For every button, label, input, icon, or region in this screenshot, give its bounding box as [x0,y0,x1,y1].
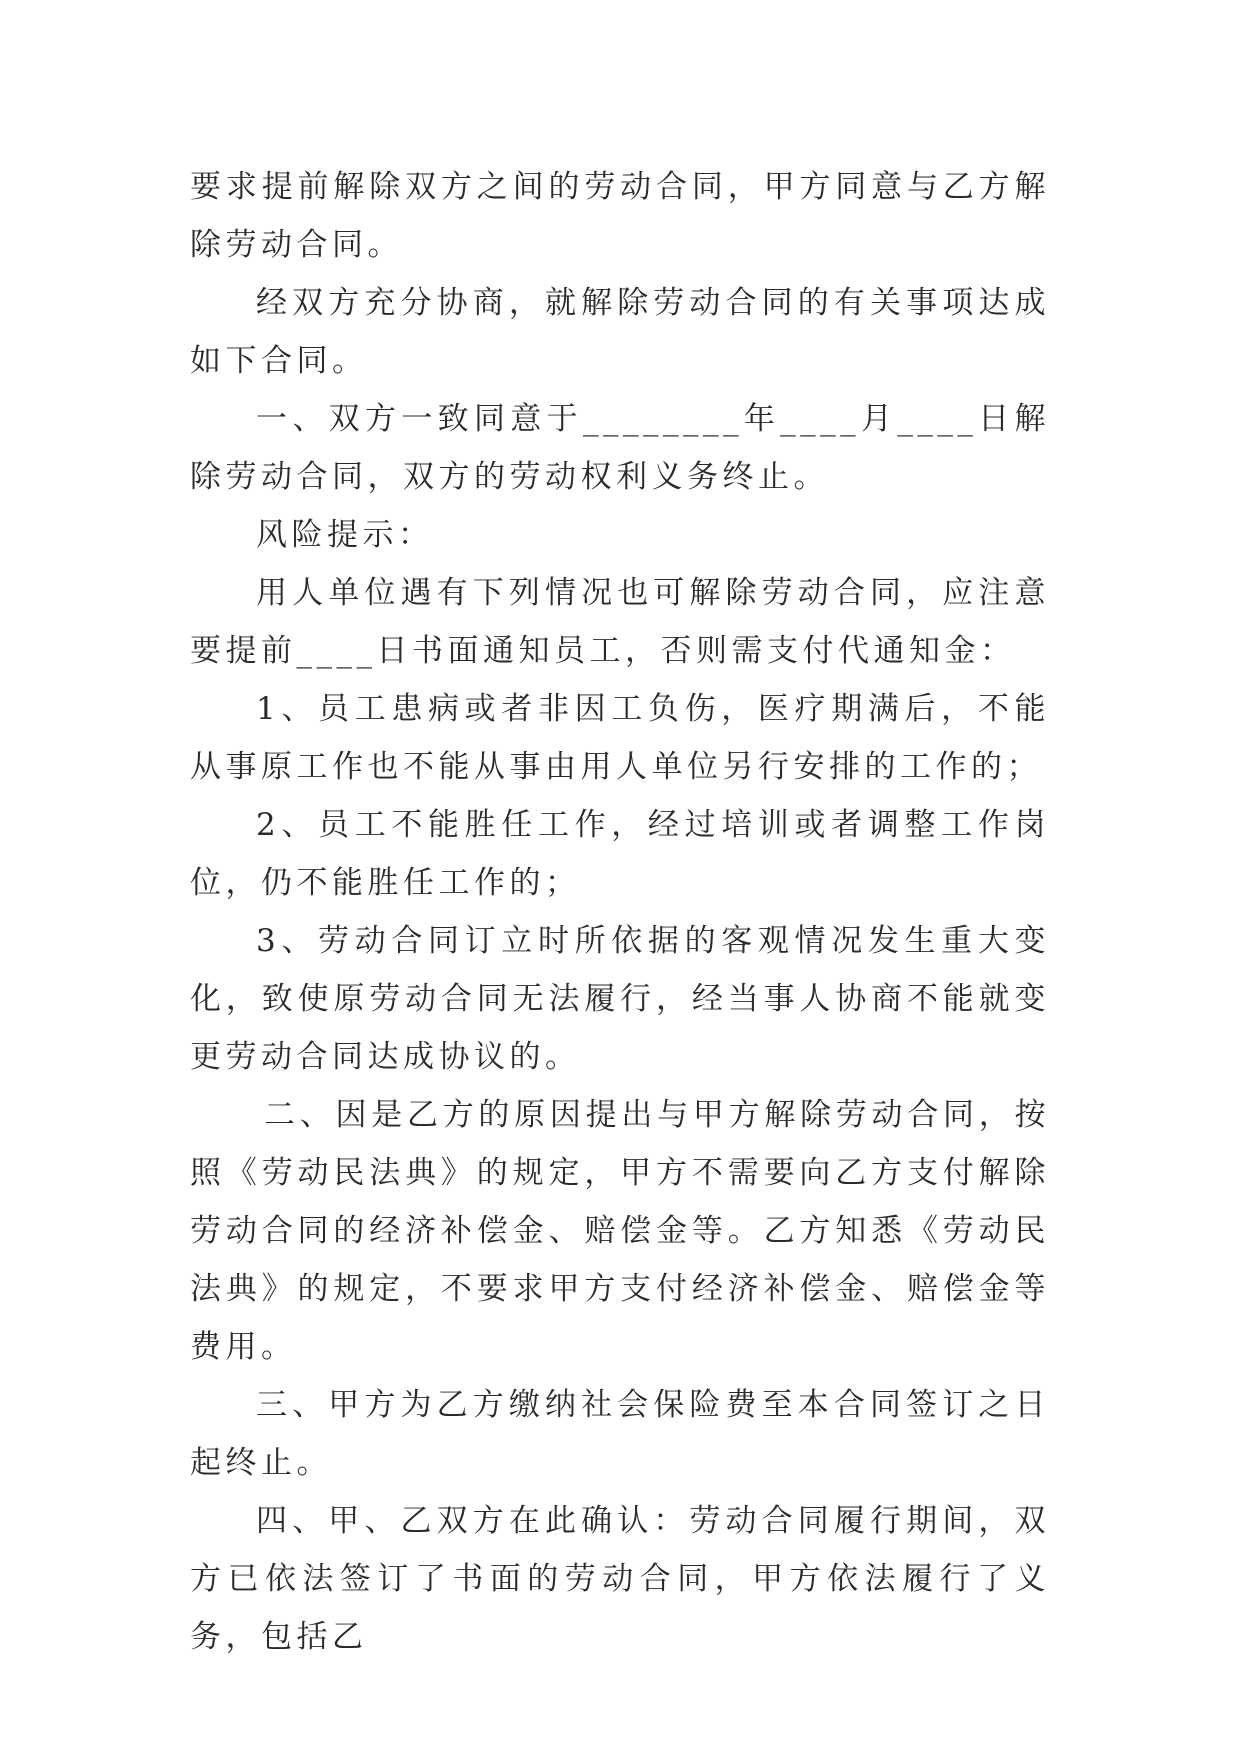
paragraph-risk-intro: 用人单位遇有下列情况也可解除劳动合同，应注意要提前____日书面通知员工，否则需支付代通知金： [190,575,1050,669]
paragraph-continuation: 要求提前解除双方之间的劳动合同，甲方同意与乙方解除劳动合同。 [190,169,1050,263]
paragraph-clause-two: 二、因是乙方的原因提出与甲方解除劳动合同，按照《劳动民法典》的规定，甲方不需要向乙方支付解除劳动合同的经济补偿金、赔偿金等。乙方知悉《劳动民法典》的规定，不要求甲方支付经济补偿金、赔偿金等费用。 [190,1097,1050,1365]
paragraph-clause-one: 一、双方一致同意于________年____月____日解除劳动合同，双方的劳动权利义务终止。 [190,401,1050,495]
paragraph-clause-four: 四、甲、乙双方在此确认：劳动合同履行期间，双方已依法签订了书面的劳动合同，甲方依法履行了义务，包括乙 [190,1503,1050,1655]
paragraph-risk-item-3: 3、劳动合同订立时所依据的客观情况发生重大变化，致使原劳动合同无法履行，经当事人协商不能就变更劳动合同达成协议的。 [190,923,1050,1075]
paragraph-risk-heading: 风险提示： [256,517,434,553]
document-body [190,158,1050,1666]
paragraph-risk-item-1: 1、员工患病或者非因工负伤，医疗期满后，不能从事原工作也不能从事由用人单位另行安排的工作的； [190,691,1050,785]
paragraph-negotiation: 经双方充分协商，就解除劳动合同的有关事项达成如下合同。 [190,285,1050,379]
paragraph-risk-item-2: 2、员工不能胜任工作，经过培训或者调整工作岗位，仍不能胜任工作的； [190,807,1050,901]
paragraph-clause-three: 三、甲方为乙方缴纳社会保险费至本合同签订之日起终止。 [190,1387,1050,1481]
